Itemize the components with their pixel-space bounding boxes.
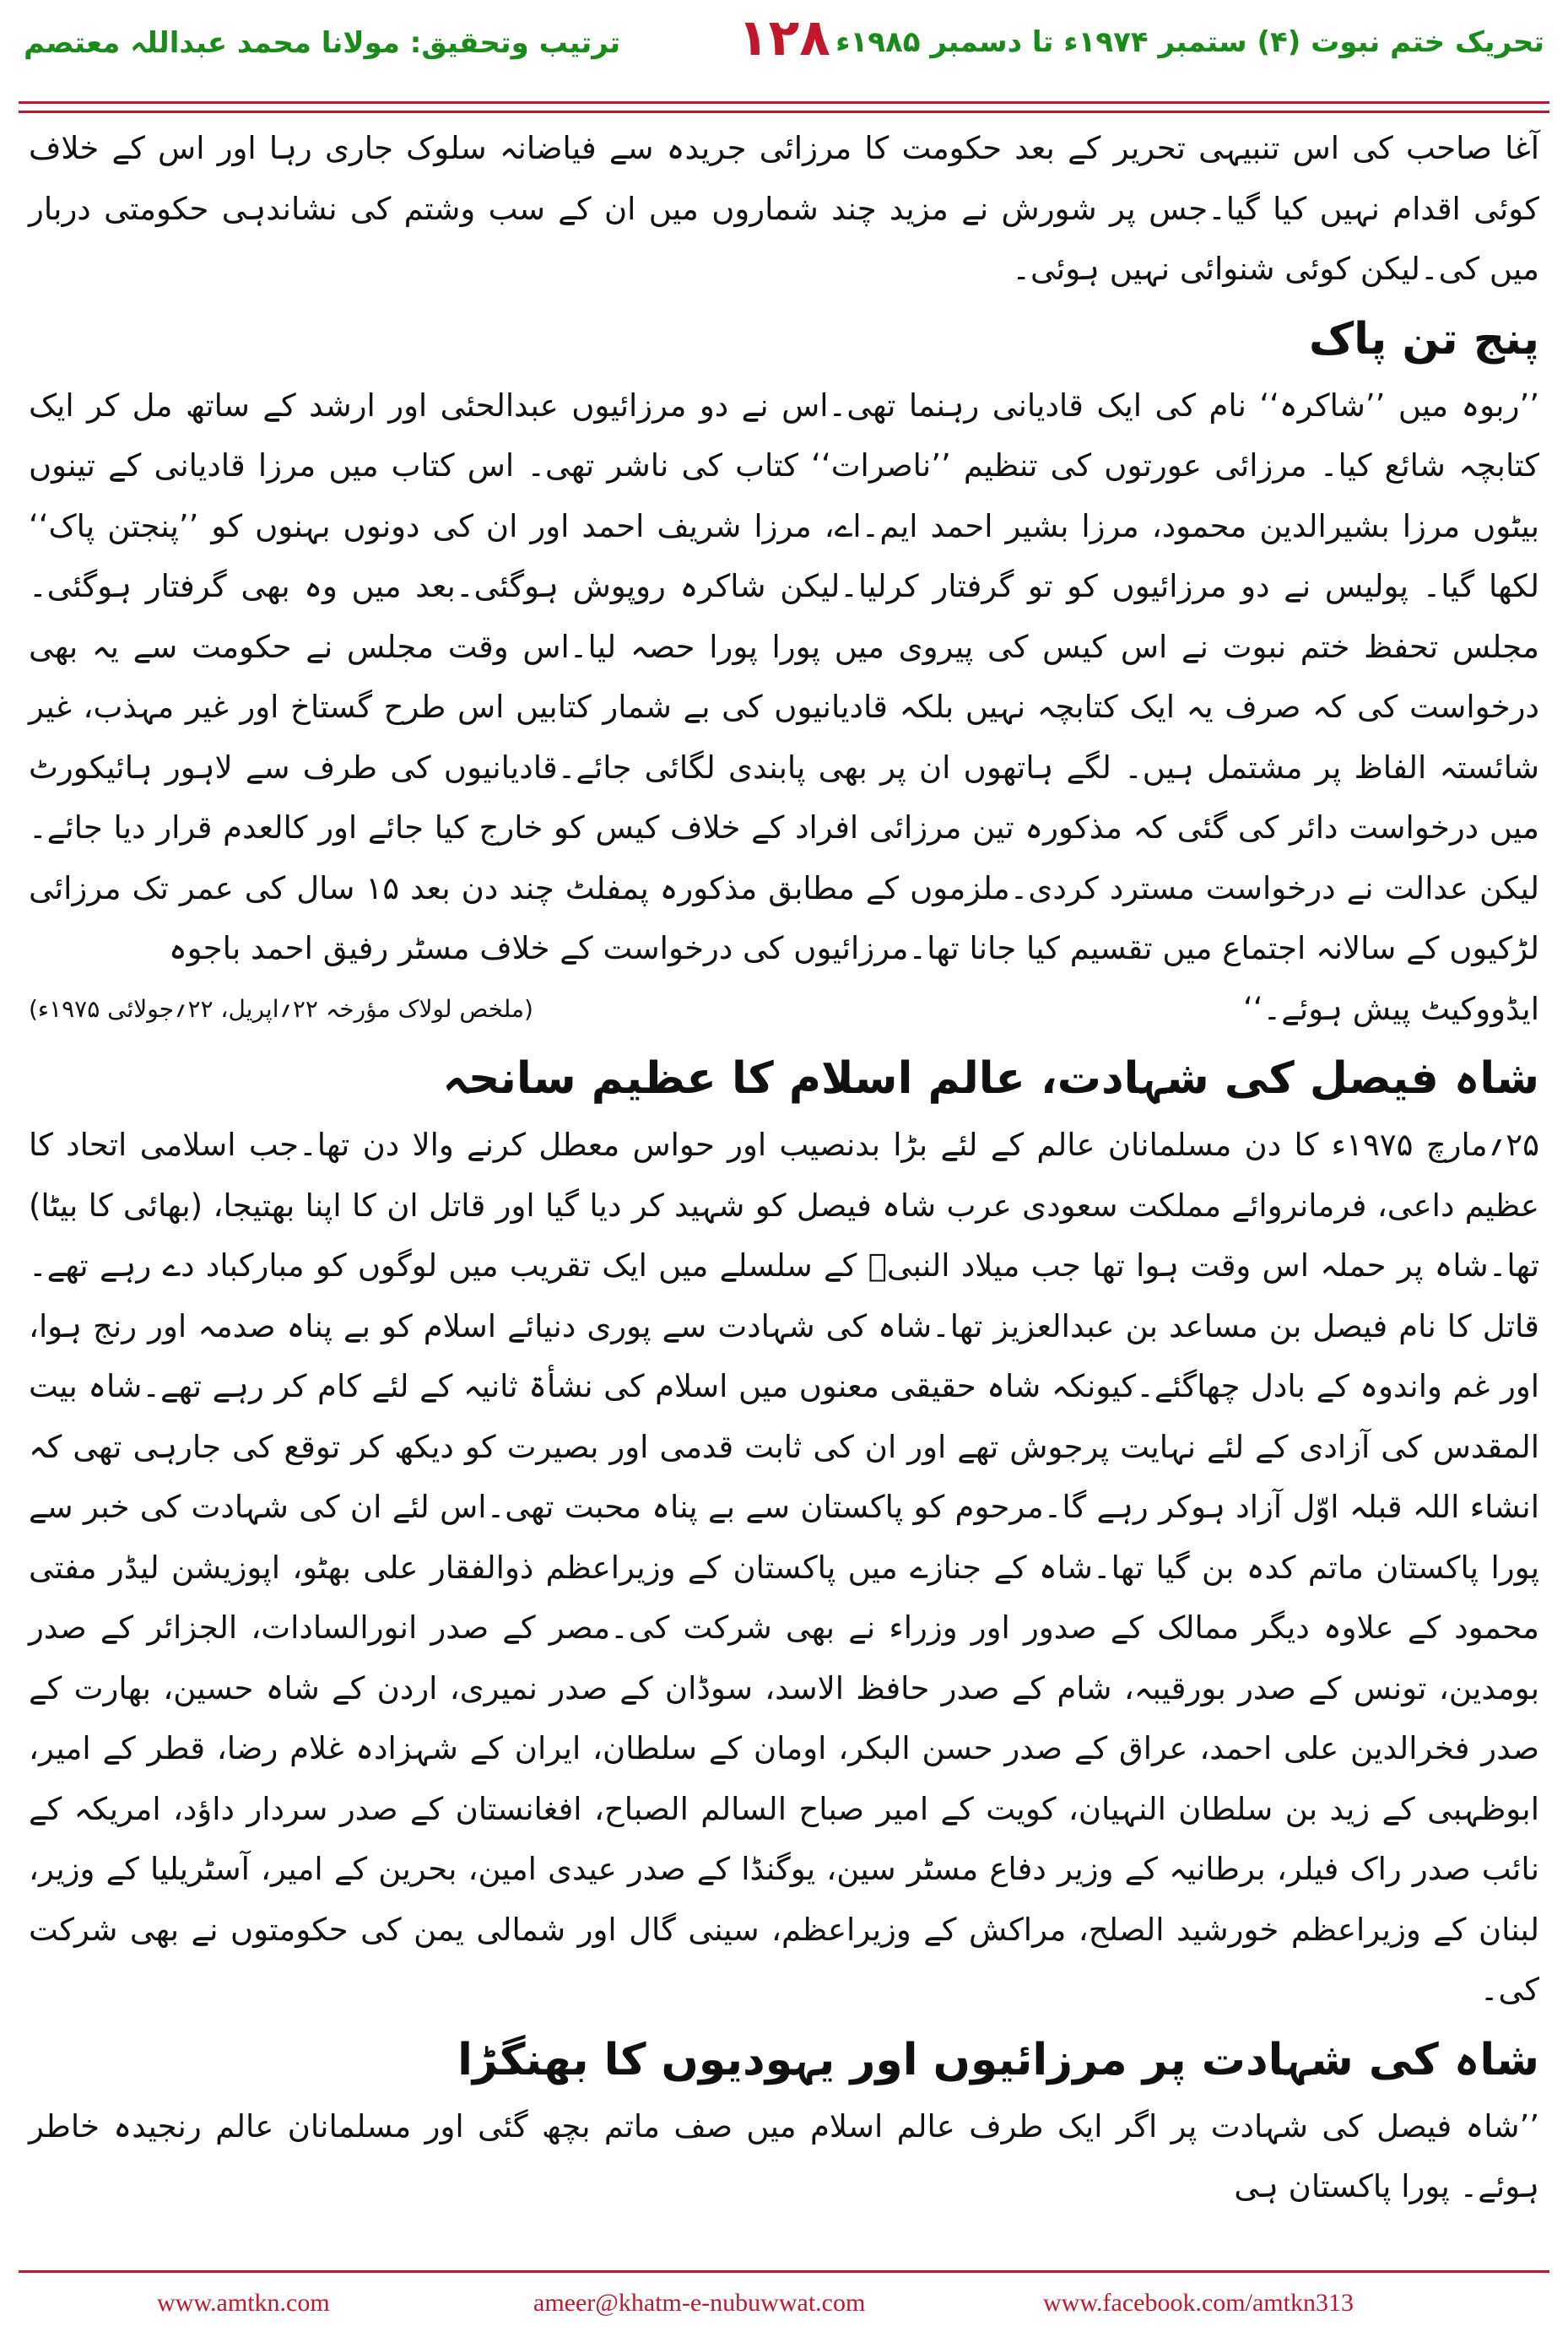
- section-heading: شاہ فیصل کی شہادت، عالم اسلام کا عظیم سانحہ: [442, 1053, 1539, 1104]
- citation: (ملخص لولاک مؤرخہ ۲۲؍اپریل، ۲۲؍جولائی ۱۹۷۵ء): [29, 994, 533, 1023]
- section-heading: شاہ کی شہادت پر مرزائیوں اور یہودیوں کا بھنگڑا: [457, 2034, 1539, 2085]
- footer-rule: [19, 2270, 1549, 2273]
- citation-line: [29, 979, 1539, 1040]
- email-link[interactable]: ameer@khatm-e-nubuwwat.com: [533, 2289, 866, 2317]
- compiler-credit: ترتیب وتحقیق: مولانا محمد عبداللہ معتصم: [24, 26, 621, 60]
- book-title: تحریک ختم نبوت (۴) ستمبر ۱۹۷۴ء تا دسمبر ۱۹۸۵ء: [835, 25, 1544, 59]
- section-heading: پنج تن پاک: [1308, 313, 1539, 365]
- paragraph: آغا صاحب کی اس تنبیہی تحریر کے بعد حکومت کا مرزائی جریدہ سے فیاضانہ سلوک جاری رہا اور اس کے خلاف کوئی اقدام نہیں کیا گیا۔جس پر شورش نے مزید چند شماروں میں ان کے سب وشتم کی نشاندہی حکومتی دربار میں کی۔لیکن کوئی شنوائی نہیں ہوئی۔: [29, 130, 1539, 287]
- paragraph: ’’ربوہ میں ’’شاکرہ‘‘ نام کی ایک قادیانی رہنما تھی۔اس نے دو مرزائیوں عبدالحئی اور ارشد کے ساتھ مل کر ایک کتابچہ شائع کیا۔ مرزائی عورتوں کی تنظیم ’’ناصرات‘‘ کتاب کی ناشر تھی۔ اس کتاب میں مرزا قادیانی کے تینوں بیٹوں مرزا بشیرالدین محمود، مرزا بشیر احمد ایم۔اے، مرزا شریف احمد اور ان کی دونوں بہنوں کو ’’پنجتن پاک‘‘ لکھا گیا۔ پولیس نے دو مرزائیوں کو تو گرفتار کرلیا۔لیکن شاکرہ روپوش ہوگئی۔بعد میں وہ بھی گرفتار ہوگئی۔مجلس تحفظ ختم نبوت نے اس کیس کی پیروی میں پورا پورا حصہ لیا۔اس وقت مجلس نے حکومت سے یہ بھی درخواست کی کہ صرف یہ ایک کتابچہ نہیں بلکہ قادیانیوں کی بے شمار کتابیں اس طرح گستاخ اور غیر مہذب، غیر شائستہ الفاظ پر مشتمل ہیں۔ لگے ہاتھوں ان پر بھی پابندی لگائی جائے۔قادیانیوں کی طرف سے لاہور ہائیکورٹ میں درخواست دائر کی گئی کہ مذکورہ تین مرزائی افراد کے خلاف کیس کو خارج کیا جائے اور کالعدم قرار دیا جائے۔لیکن عدالت نے درخواست مسترد کردی۔ملزموں کے مطابق مذکورہ پمفلٹ چند دن بعد ۱۵ سال کی عمر تک مرزائی لڑکیوں کے سالانہ اجتماع میں تقسیم کیا جانا تھا۔مرزائیوں کی درخواست کے خلاف مسٹر رفیق احمد باجوہ: [29, 387, 1539, 966]
- page-body: [29, 118, 1539, 2253]
- paragraph: ۲۵؍مارچ ۱۹۷۵ء کا دن مسلمانان عالم کے لئے بڑا بدنصیب اور حواس معطل کرنے والا دن تھا۔جب اسلامی اتحاد کا عظیم داعی، فرمانروائے مملکت سعودی عرب شاہ فیصل کو شہید کر دیا گیا اور قاتل ان کا اپنا بھتیجا، (بھائی کا بیٹا) تھا۔شاہ پر حملہ اس وقت ہوا تھا جب میلاد النبیؐ کے سلسلے میں ایک تقریب میں لوگوں کو مبارکباد دے رہے تھے۔قاتل کا نام فیصل بن مساعد بن عبدالعزیز تھا۔شاہ کی شہادت سے پوری دنیائے اسلام کو بے پناہ صدمہ اور رنج ہوا، اور غم واندوہ کے بادل چھاگئے۔کیونکہ شاہ حقیقی معنوں میں اسلام کی نشأۃ ثانیہ کے لئے کام کر رہے تھے۔شاہ بیت المقدس کی آزادی کے لئے نہایت پرجوش تھے اور ان کی ثابت قدمی اور بصیرت کو دیکھ کر توقع کی جارہی تھی کہ انشاء اللہ قبلہ اوّل آزاد ہوکر رہے گا۔مرحوم کو پاکستان سے بے پناہ محبت تھی۔اس لئے ان کی شہادت کی خبر سے پورا پاکستان ماتم کدہ بن گیا تھا۔شاہ کے جنازے میں پاکستان کے وزیراعظم ذوالفقار علی بھٹو، اپوزیشن لیڈر مفتی محمود کے علاوہ دیگر ممالک کے صدور اور وزراء نے بھی شرکت کی۔مصر کے صدر انورالسادات، الجزائر کے صدر بومدین، تونس کے صدر بورقیبہ، شام کے صدر حافظ الاسد، سوڈان کے صدر نمیری، اردن کے شاہ حسین، بھارت کے صدر فخرالدین علی احمد، عراق کے صدر حسن البکر، اومان کے سلطان، ایران کے شہزادہ غلام رضا، قطر کے امیر، ابوظہبی کے زید بن سلطان النہیان، کویت کے امیر صباح السالم الصباح، افغانستان کے صدر سردار داؤد، امریکہ کے نائب صدر راک فیلر، برطانیہ کے وزیر دفاع مسٹر سین، یوگنڈا کے صدر عیدی امین، بحرین کے امیر، آسٹریلیا کے وزیر، لبنان کے وزیراعظم خورشید الصلح، مراکش کے وزیراعظم، سینی گال اور شمالی یمن کی حکومتوں نے بھی شرکت کی۔: [29, 1127, 1539, 2008]
- header-rule: [19, 101, 1549, 113]
- page-footer: [0, 2270, 1568, 2342]
- page-number: ۱۲۸: [738, 8, 830, 68]
- paragraph: ’’شاہ فیصل کی شہادت پر اگر ایک طرف عالم اسلام میں صف ماتم بچھ گئی اور مسلمانان عالم رنجیدہ خاطر ہوئے۔ پورا پاکستان ہی: [29, 2107, 1539, 2204]
- facebook-link[interactable]: www.facebook.com/amtkn313: [1043, 2289, 1354, 2317]
- paragraph-end: ایڈووکیٹ پیش ہوئے۔‘‘: [1243, 990, 1539, 1027]
- page-header: [0, 0, 1568, 101]
- website-link[interactable]: www.amtkn.com: [157, 2289, 330, 2317]
